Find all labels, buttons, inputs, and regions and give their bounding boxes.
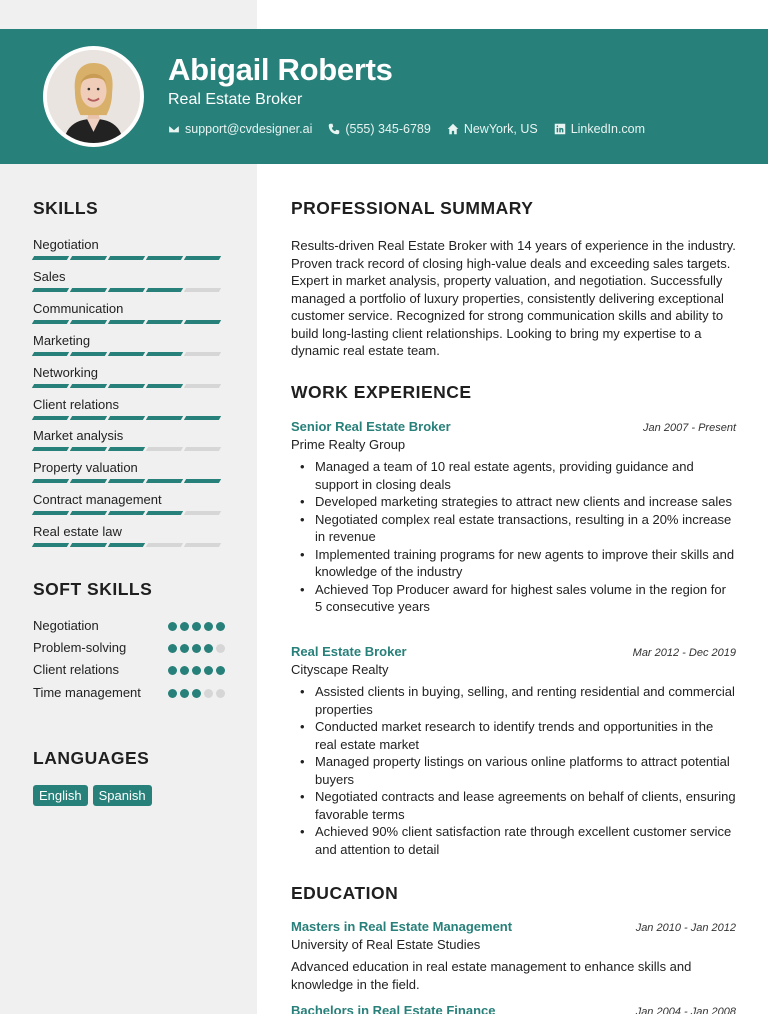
skill-level-segment: [108, 543, 145, 547]
skill-level-segment: [108, 447, 145, 451]
skill-level-segment: [70, 256, 107, 260]
job-bullet: • Implemented training programs for new agents to improve their skills and knowledge of the industry: [291, 546, 736, 581]
skill-level-segment: [184, 256, 221, 260]
soft-skill-item: [33, 617, 225, 635]
skill-level-segment: [146, 384, 183, 388]
job-entry: [291, 419, 736, 616]
soft-skill-level-dot: [168, 644, 177, 653]
soft-skill-level-dot: [216, 689, 225, 698]
contact-phone-text: (555) 345-6789: [345, 122, 431, 136]
skill-level-segment: [184, 511, 221, 515]
soft-skill-level-dot: [168, 666, 177, 675]
skill-level-segment: [146, 352, 183, 356]
education-school: University of Real Estate Studies: [291, 937, 481, 952]
skill-level-segment: [146, 288, 183, 292]
skill-level-segment: [32, 320, 69, 324]
candidate-name: Abigail Roberts: [168, 52, 393, 87]
job-bullet: • Developed marketing strategies to attract new clients and increase sales: [291, 493, 736, 511]
skill-level-segment: [70, 511, 107, 515]
skill-level-segment: [108, 479, 145, 483]
skill-level-segment: [146, 479, 183, 483]
soft-skill-level-dot: [204, 689, 213, 698]
contact-location[interactable]: [447, 122, 538, 136]
job-bullet: • Achieved 90% client satisfaction rate through excellent customer service and attention to detail: [291, 823, 736, 858]
avatar: [43, 46, 144, 147]
soft-skill-level-dot: [168, 689, 177, 698]
experience-heading: WORK EXPERIENCE: [291, 382, 472, 402]
skill-level-bars: [33, 543, 223, 547]
soft-skill-level-dot: [216, 666, 225, 675]
job-bullet: • Assisted clients in buying, selling, and renting residential and commercial properties: [291, 683, 736, 718]
skill-level-segment: [32, 352, 69, 356]
skill-level-segment: [32, 511, 69, 515]
skill-level-segment: [146, 543, 183, 547]
education-entry: [291, 1003, 736, 1014]
skill-item: [33, 397, 223, 420]
skill-item: [33, 524, 223, 547]
skill-level-segment: [184, 543, 221, 547]
languages-list: [33, 785, 152, 806]
skills-heading: SKILLS: [33, 198, 99, 218]
job-role: Senior Real Estate Broker: [291, 419, 451, 434]
skill-level-bars: [33, 416, 223, 420]
skill-level-segment: [146, 320, 183, 324]
skill-level-segment: [108, 384, 145, 388]
envelope-icon: [168, 123, 180, 135]
skill-level-segment: [32, 384, 69, 388]
skill-level-bars: [33, 447, 223, 451]
skill-name: Market analysis: [33, 428, 124, 444]
skill-item: [33, 428, 223, 451]
soft-skill-item: [33, 661, 225, 679]
languages-heading: LANGUAGES: [33, 748, 150, 768]
skill-level-segment: [108, 352, 145, 356]
skill-name: Client relations: [33, 396, 119, 412]
skill-level-bars: [33, 288, 223, 292]
skill-level-bars: [33, 511, 223, 515]
skill-level-segment: [32, 416, 69, 420]
home-icon: [447, 123, 459, 135]
skill-name: Communication: [33, 300, 124, 316]
skill-level-segment: [32, 479, 69, 483]
skill-level-segment: [32, 543, 69, 547]
skill-item: [33, 269, 223, 292]
skill-name: Sales: [33, 268, 66, 284]
job-entry: [291, 644, 736, 858]
skill-level-bars: [33, 479, 223, 483]
soft-skill-level-dot: [192, 666, 201, 675]
soft-skill-item: [33, 639, 225, 657]
skill-level-segment: [70, 543, 107, 547]
phone-icon: [328, 123, 340, 135]
skill-name: Contract management: [33, 492, 162, 508]
soft-skill-name: Problem-solving: [33, 640, 127, 655]
skill-level-bars: [33, 320, 223, 324]
skill-item: [33, 301, 223, 324]
soft-skill-level-dot: [192, 622, 201, 631]
soft-skills-heading: SOFT SKILLS: [33, 579, 153, 599]
skill-level-segment: [146, 416, 183, 420]
job-bullet: • Negotiated contracts and lease agreements on behalf of clients, ensuring favorable terms: [291, 788, 736, 823]
contact-location-text: NewYork, US: [463, 122, 538, 136]
soft-skill-level-dot: [204, 644, 213, 653]
skill-level-segment: [108, 511, 145, 515]
soft-skill-level-dot: [204, 666, 213, 675]
skill-level-segment: [184, 320, 221, 324]
skill-level-segment: [70, 447, 107, 451]
contact-phone[interactable]: [328, 122, 430, 136]
skill-name: Negotiation: [33, 237, 99, 252]
skill-level-segment: [184, 288, 221, 292]
skill-name: Property valuation: [33, 460, 138, 476]
contact-bar: [168, 122, 661, 136]
soft-skill-level-dot: [180, 644, 189, 653]
education-degree: Bachelors in Real Estate Finance: [291, 1003, 496, 1014]
soft-skill-name: Client relations: [33, 662, 119, 677]
soft-skill-level-dot: [192, 644, 201, 653]
job-company: Prime Realty Group: [291, 437, 406, 452]
soft-skill-level-dot: [192, 689, 201, 698]
contact-linkedin[interactable]: [554, 122, 645, 136]
job-bullets: [291, 458, 736, 616]
job-company: Cityscape Realty: [291, 662, 389, 677]
soft-skill-level-dots: [168, 666, 225, 679]
job-bullet: • Managed a team of 10 real estate agents, providing guidance and support in closing deals: [291, 458, 736, 493]
soft-skill-level-dots: [168, 622, 225, 635]
job-role: Real Estate Broker: [291, 644, 407, 659]
skill-name: Networking: [33, 364, 99, 380]
skill-level-segment: [108, 320, 145, 324]
language-tag: English: [33, 785, 88, 806]
education-date: Jan 2010 - Jan 2012: [635, 922, 736, 934]
soft-skill-name: Negotiation: [33, 618, 99, 633]
skill-level-segment: [70, 288, 107, 292]
job-bullet: • Conducted market research to identify trends and opportunities in the real estate market: [291, 718, 736, 753]
skill-name: Real estate law: [33, 524, 122, 540]
language-tag: Spanish: [93, 785, 152, 806]
job-bullet: • Negotiated complex real estate transactions, resulting in a 20% increase in revenue: [291, 511, 736, 546]
skill-level-segment: [70, 479, 107, 483]
skill-level-segment: [108, 416, 145, 420]
skill-level-segment: [32, 256, 69, 260]
soft-skill-level-dot: [180, 666, 189, 675]
contact-linkedin-text: LinkedIn.com: [570, 122, 646, 136]
education-degree: Masters in Real Estate Management: [291, 919, 513, 934]
skill-item: [33, 237, 223, 260]
summary-heading: PROFESSIONAL SUMMARY: [291, 198, 534, 218]
job-date: Mar 2012 - Dec 2019: [632, 647, 736, 659]
skill-level-segment: [108, 288, 145, 292]
job-bullets: [291, 683, 736, 858]
soft-skill-level-dot: [204, 622, 213, 631]
soft-skill-level-dot: [180, 689, 189, 698]
skill-item: [33, 492, 223, 515]
soft-skill-level-dots: [168, 644, 225, 657]
contact-email-text: support@cvdesigner.ai: [185, 122, 313, 136]
skill-level-segment: [108, 256, 145, 260]
candidate-title: Real Estate Broker: [168, 91, 303, 108]
job-date: Jan 2007 - Present: [643, 422, 736, 434]
skill-level-segment: [146, 447, 183, 451]
education-entry: [291, 919, 736, 993]
skill-level-segment: [184, 416, 221, 420]
soft-skill-level-dot: [216, 644, 225, 653]
job-bullet: • Achieved Top Producer award for highest sales volume in the region for 5 consecutive years: [291, 581, 736, 616]
skill-level-segment: [146, 256, 183, 260]
skill-level-segment: [184, 352, 221, 356]
contact-email[interactable]: [168, 122, 312, 136]
job-bullet: • Managed property listings on various online platforms to attract potential buyers: [291, 753, 736, 788]
skill-level-bars: [33, 384, 223, 388]
soft-skill-level-dot: [216, 622, 225, 631]
soft-skill-name: Time management: [33, 685, 141, 700]
skill-level-segment: [184, 447, 221, 451]
soft-skill-level-dots: [168, 689, 225, 702]
skill-level-bars: [33, 352, 223, 356]
skill-level-segment: [70, 384, 107, 388]
soft-skill-level-dot: [168, 622, 177, 631]
profile-photo: [47, 50, 140, 143]
skill-level-segment: [32, 447, 69, 451]
skill-name: Marketing: [33, 332, 91, 348]
skill-level-segment: [184, 479, 221, 483]
linkedin-icon: [554, 123, 566, 135]
soft-skill-item: [33, 684, 225, 702]
skill-item: [33, 333, 223, 356]
skill-level-segment: [146, 511, 183, 515]
soft-skill-level-dot: [180, 622, 189, 631]
education-description: Advanced education in real estate management to enhance skills and knowledge in the field.: [291, 959, 692, 992]
skill-item: [33, 460, 223, 483]
skill-level-segment: [70, 416, 107, 420]
education-heading: EDUCATION: [291, 883, 399, 903]
skill-level-bars: [33, 256, 223, 260]
summary-text: Results-driven Real Estate Broker with 14 years of experience in the industry. Proven track record of closing high-value deals and exceeding sales targets. Expert in market analysis, property valuation, and negotiation. Successfully managed a portfolio of luxury properties, consistently delivering exceptional customer service. Recognized for strong communication skills and ability to build long-lasting client relationships. Looking to bring my expertise to a dynamic real estate team.: [291, 238, 736, 358]
skill-level-segment: [32, 288, 69, 292]
skill-item: [33, 365, 223, 388]
education-date: Jan 2004 - Jan 2008: [635, 1006, 736, 1014]
skill-level-segment: [70, 352, 107, 356]
skill-level-segment: [70, 320, 107, 324]
skill-level-segment: [184, 384, 221, 388]
